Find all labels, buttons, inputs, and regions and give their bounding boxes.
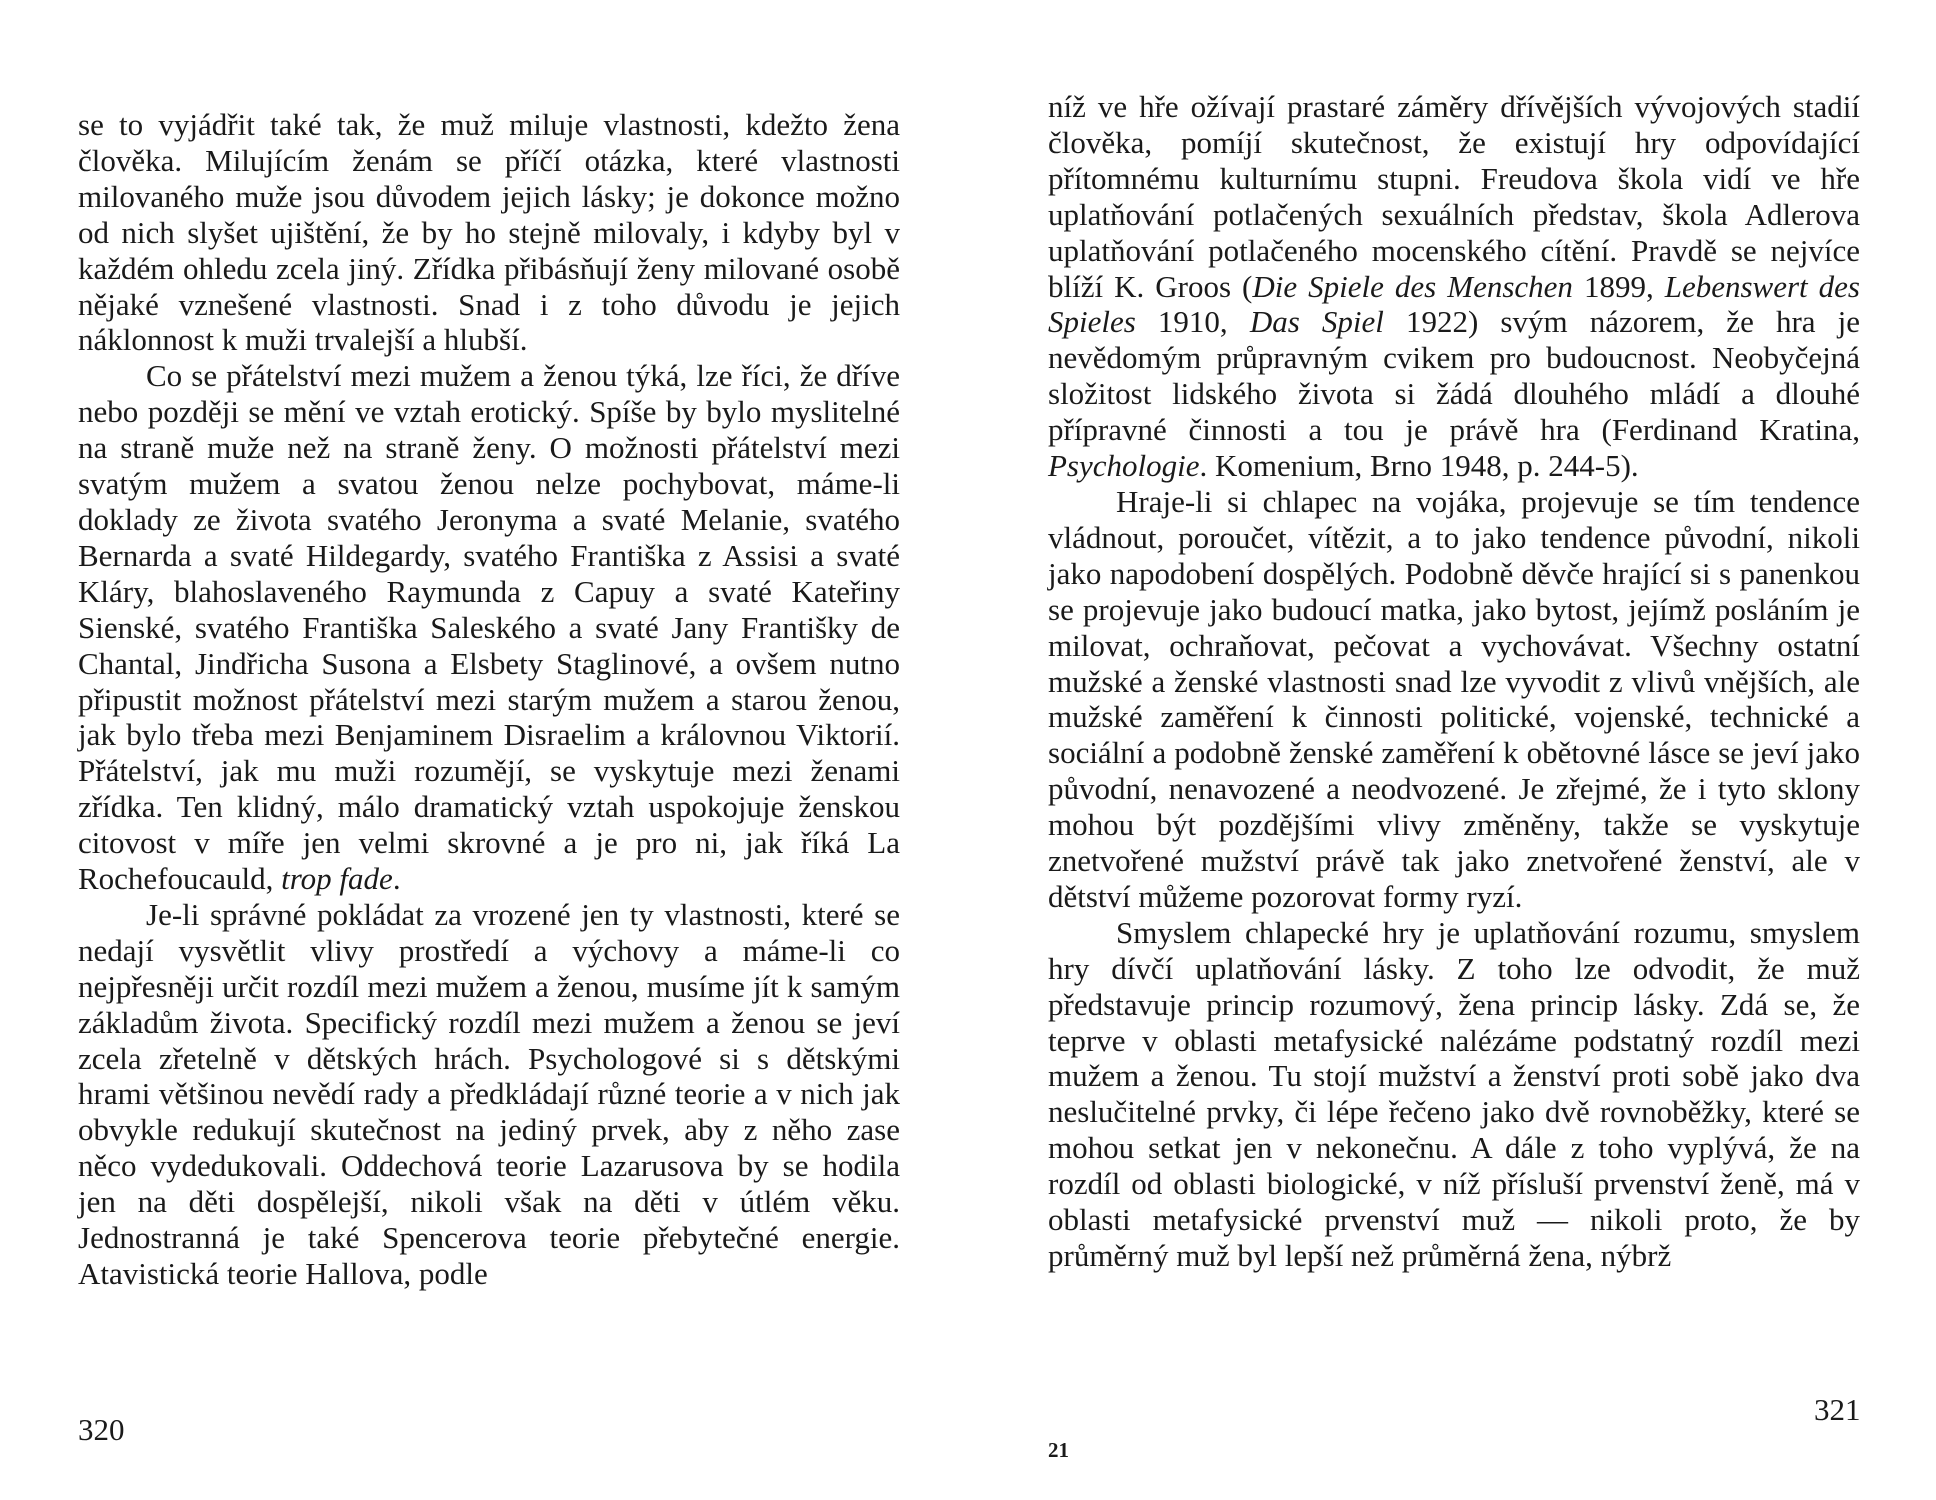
- page-number: 320: [78, 1412, 125, 1447]
- text-run: 1910,: [1135, 304, 1250, 340]
- italic-text: Psychologie: [1048, 448, 1200, 484]
- paragraph: [1048, 89, 1860, 484]
- text-run: Co se přátelství mezi mužem a ženou týká, lze říci, že dříve nebo později se mění ve vztah erotický. Spíše by bylo myslitelné na straně muže než na straně ženy. O možnosti přátelství mezi svatým mužem a svatou ženou nelze pochybovat, máme-li doklady ze života svatého Jeronyma a svaté Melanie, svatého Bernarda a svaté Hildegardy, svatého Františka z Assisi a svaté Kláry, blahoslaveného Raymunda z Capuy a svaté Kateřiny Sienské, svatého Františka Saleského a svaté Jany Františky de Chantal, Jindřicha Susona a Elsbety Staglinové, a ovšem nutno připustit možnost přátelství mezi starým mužem a starou ženou, jak bylo třeba mezi Benjaminem Disraelim a královnou Viktorií. Přátelství, jak mu muži rozumějí, se vyskytuje mezi ženami zřídka. Ten klidný, málo dramatický vztah uspokojuje ženskou citovost v míře jen velmi skrovné a je pro ni, jak říká La Rochefoucauld,: [78, 358, 900, 897]
- text-run: .: [392, 861, 401, 897]
- paragraph: [78, 107, 900, 358]
- text-run: se to vyjádřit také tak, že muž miluje vlastnosti, kdežto žena člověka. Milujícím ženám se příčí otázka, které vlastnosti milovaného muže jsou důvodem jejich lásky; je dokonce možno od nich slyšet ujištění, že by ho stejně milovaly, i kdyby byl v každém ohledu zcela jiný. Zřídka přibásňují ženy milované osobě nějaké vznešené vlastnosti. Snad i z toho důvodu je jejich náklonnost k muži trvalejší a hlubší.: [78, 107, 900, 358]
- text-run: 1899,: [1572, 268, 1665, 304]
- italic-text: Das Spiel: [1249, 304, 1384, 340]
- left-page-text: [78, 107, 900, 1292]
- page-number: 321: [1814, 1392, 1861, 1427]
- paragraph: [1048, 484, 1860, 915]
- signature-mark: 21: [1048, 1438, 1069, 1462]
- right-page-text: [1048, 89, 1860, 1274]
- text-run: . Komenium, Brno 1948, p. 244-5).: [1199, 448, 1639, 484]
- italic-text: trop fade: [281, 861, 393, 897]
- italic-text: Lebenswert des Spieles: [1048, 268, 1860, 340]
- right-page: [968, 0, 1936, 1500]
- text-run: 1922) svým názorem, že hra je nevědomým průpravným cvikem pro budoucnost. Neobyčejná složitost lidského života si žádá dlouhého mládí a dlouhé přípravné činnosti a tou je právě hra (Ferdinand Kratina,: [1048, 304, 1861, 448]
- paragraph: [1048, 915, 1860, 1274]
- paragraph: [78, 897, 900, 1292]
- text-run: Je-li správné pokládat za vrozené jen ty vlastnosti, které se nedají vysvětlit vlivy prostředí a výchovy a máme-li co nejpřesněji určit rozdíl mezi mužem a ženou, musíme jít k samým základům života. Specifický rozdíl mezi mužem a ženou se jeví zcela zřetelně v dětských hrách. Psychologové si s dětskými hrami většinou nevědí rady a předkládají různé teorie a v nich jak obvykle redukují skutečnost na jediný prvek, aby z něho zase něco vydedukovali. Oddechová teorie Lazarusova by se hodila jen na děti dospělejší, nikoli však na děti v útlém věku. Jednostranná je také Spencerova teorie přebytečné energie. Atavistická teorie Hallova, podle: [78, 896, 900, 1291]
- text-run: Hraje-li si chlapec na vojáka, projevuje se tím tendence vládnout, poroučet, vítězit, a to jako tendence původní, nikoli jako napodobení dospělých. Podobně děvče hrající si s panenkou se projevuje jako budoucí matka, jako bytost, jejímž posláním je milovat, ochraňovat, pečovat a vychovávat. Všechny ostatní mužské a ženské vlastnosti snad lze vyvodit z vlivů vnějších, ale mužské zaměření k činnosti politické, vojenské, technické a sociální a podobně ženské zaměření k obětovné lásce se jeví jako původní, nenavozené a neodvozené. Je zřejmé, že i tyto sklony mohou být pozdějšími vlivy změněny, takže se vyskytuje znetvořené mužství právě tak jako znetvořené ženství, ale v dětství můžeme pozorovat formy ryzí.: [1048, 483, 1860, 914]
- italic-text: Die Spiele des Menschen: [1252, 268, 1573, 304]
- paragraph: [78, 358, 900, 897]
- text-run: Smyslem chlapecké hry je uplatňování rozumu, smyslem hry dívčí uplatňování lásky. Z toho lze odvodit, že muž představuje princip rozumový, žena princip lásky. Zdá se, že teprve v oblasti metafysické nalézáme podstatný rozdíl mezi mužem a ženou. Tu stojí mužství a ženství proti sobě jako dva neslučitelné prvky, či lépe řečeno jako dvě rovnoběžky, které se mohou setkat jen v nekonečnu. A dále z toho vyplývá, že na rozdíl od oblasti biologické, v níž přísluší prvenství ženě, má v oblasti metafysické prvenství muž — nikoli proto, že by průměrný muž byl lepší než průměrná žena, nýbrž: [1048, 914, 1860, 1273]
- text-run: níž ve hře ožívají prastaré záměry dřívějších vývojových stadií člověka, pomíjí skutečnost, že existují hry odpovídající přítomnému kulturnímu stupni. Freudova škola vidí ve hře uplatňování potlačených sexuálních představ, škola Adlerova uplatňování potlačeného mocenského cítění. Pravdě se nejvíce blíží K. Groos (: [1048, 89, 1860, 304]
